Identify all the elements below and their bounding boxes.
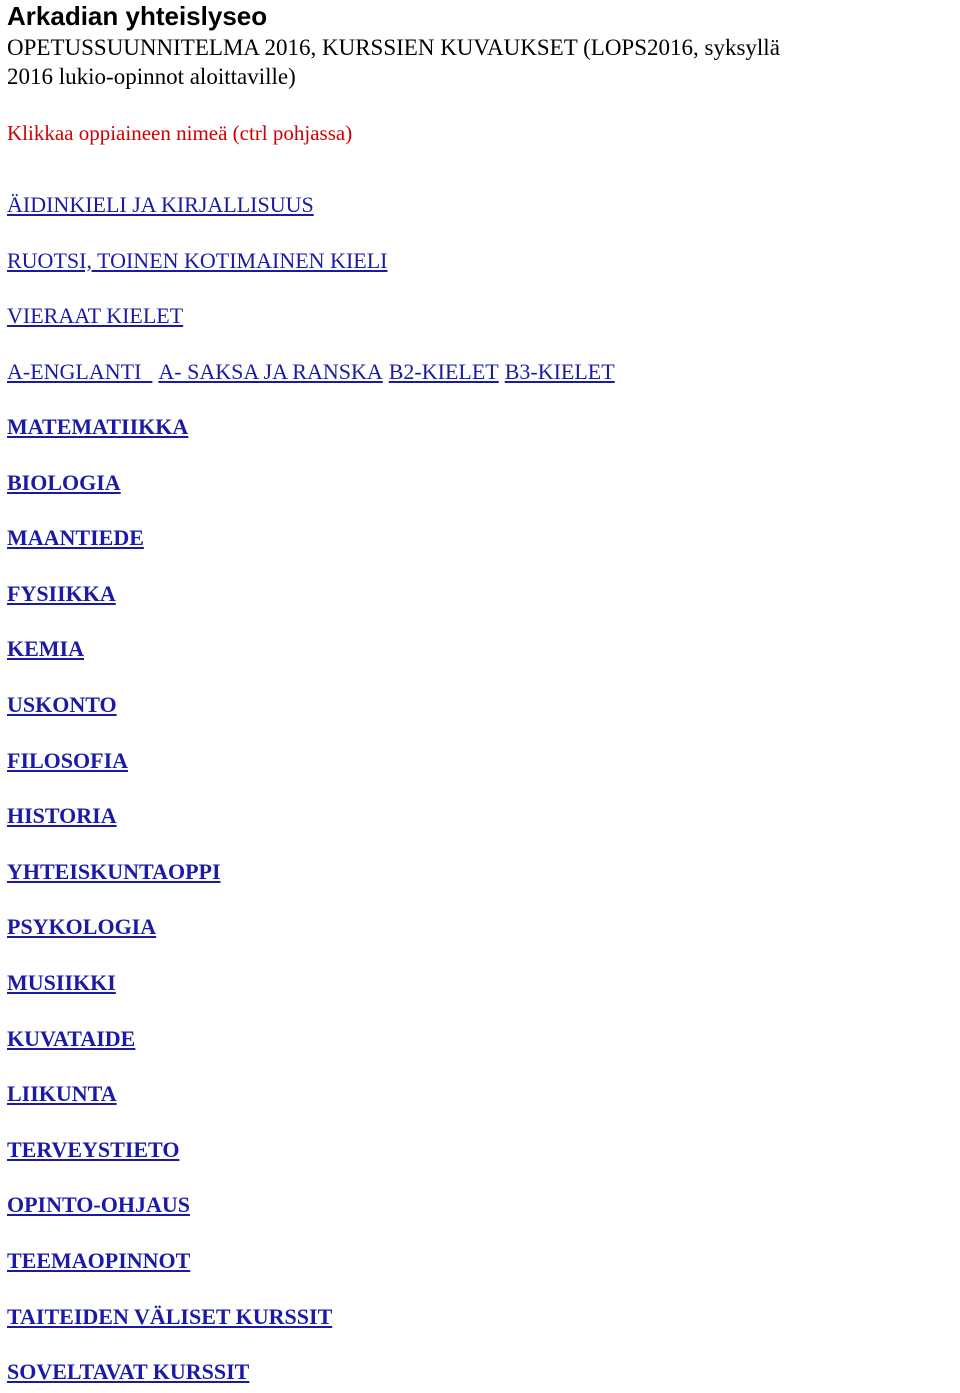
subject-link[interactable]: USKONTO xyxy=(7,692,117,717)
link-vieraat-kielet[interactable]: VIERAAT KIELET xyxy=(7,303,184,328)
subject-link[interactable]: KUVATAIDE xyxy=(7,1026,136,1051)
subject-link[interactable]: LIIKUNTA xyxy=(7,1081,117,1106)
subject-row xyxy=(7,1304,332,1330)
subject-row xyxy=(7,470,121,496)
subject-row xyxy=(7,692,117,718)
subtitle-line-2: 2016 lukio-opinnot aloittaville) xyxy=(7,64,296,89)
subject-link[interactable]: MATEMATIIKKA xyxy=(7,414,189,439)
subject-link[interactable]: TAITEIDEN VÄLISET KURSSIT xyxy=(7,1304,333,1329)
subject-row xyxy=(7,1081,117,1107)
link-ruotsi[interactable]: RUOTSI, TOINEN KOTIMAINEN KIELI xyxy=(7,248,388,273)
subject-row xyxy=(7,1192,190,1218)
subject-row xyxy=(7,914,156,940)
subject-row xyxy=(7,859,221,885)
subject-row xyxy=(7,581,116,607)
subject-row xyxy=(7,748,128,774)
subject-link[interactable]: FYSIIKKA xyxy=(7,581,116,606)
subject-row xyxy=(7,1359,249,1385)
instruction-hint: Klikkaa oppiaineen nimeä (ctrl pohjassa) xyxy=(7,121,353,145)
subject-row xyxy=(7,192,314,218)
subject-link[interactable]: PSYKOLOGIA xyxy=(7,914,157,939)
subject-link[interactable]: TERVEYSTIETO xyxy=(7,1137,180,1162)
link-b2-kielet[interactable]: B2-KIELET xyxy=(388,359,499,384)
subject-link[interactable]: SOVELTAVAT KURSSIT xyxy=(7,1359,250,1384)
subject-link[interactable]: MAANTIEDE xyxy=(7,525,144,550)
link-a-saksa-ranska[interactable]: A- SAKSA JA RANSKA xyxy=(158,359,383,384)
subject-link[interactable]: KEMIA xyxy=(7,636,84,661)
subject-link[interactable]: YHTEISKUNTAOPPI xyxy=(7,859,221,884)
subject-row xyxy=(7,525,144,551)
subject-row xyxy=(7,303,183,329)
subtitle-line-1: OPETUSSUUNNITELMA 2016, KURSSIEN KUVAUKSET (LOPS2016, syksyllä xyxy=(7,35,780,60)
subject-link[interactable]: MUSIIKKI xyxy=(7,970,116,995)
subject-row xyxy=(7,248,387,274)
link-a-englanti[interactable]: A-ENGLANTI xyxy=(7,359,153,384)
page-subtitle xyxy=(7,33,957,91)
subject-row xyxy=(7,414,188,440)
link-b3-kielet[interactable]: B3-KIELET xyxy=(504,359,615,384)
subject-link[interactable]: OPINTO-OHJAUS xyxy=(7,1192,190,1217)
subject-row xyxy=(7,803,117,829)
subject-row xyxy=(7,1026,135,1052)
subject-link[interactable]: FILOSOFIA xyxy=(7,748,129,773)
link-aidinkieli[interactable]: ÄIDINKIELI JA KIRJALLISUUS xyxy=(7,192,314,217)
subject-row xyxy=(7,1137,179,1163)
document-page xyxy=(7,0,957,1384)
language-links-row xyxy=(7,359,615,385)
subject-row xyxy=(7,1248,190,1274)
subject-row xyxy=(7,970,116,996)
page-title: Arkadian yhteislyseo xyxy=(7,1,268,31)
subject-link[interactable]: HISTORIA xyxy=(7,803,117,828)
subject-link[interactable]: TEEMAOPINNOT xyxy=(7,1248,191,1273)
subject-link[interactable]: BIOLOGIA xyxy=(7,470,121,495)
subject-row xyxy=(7,636,84,662)
